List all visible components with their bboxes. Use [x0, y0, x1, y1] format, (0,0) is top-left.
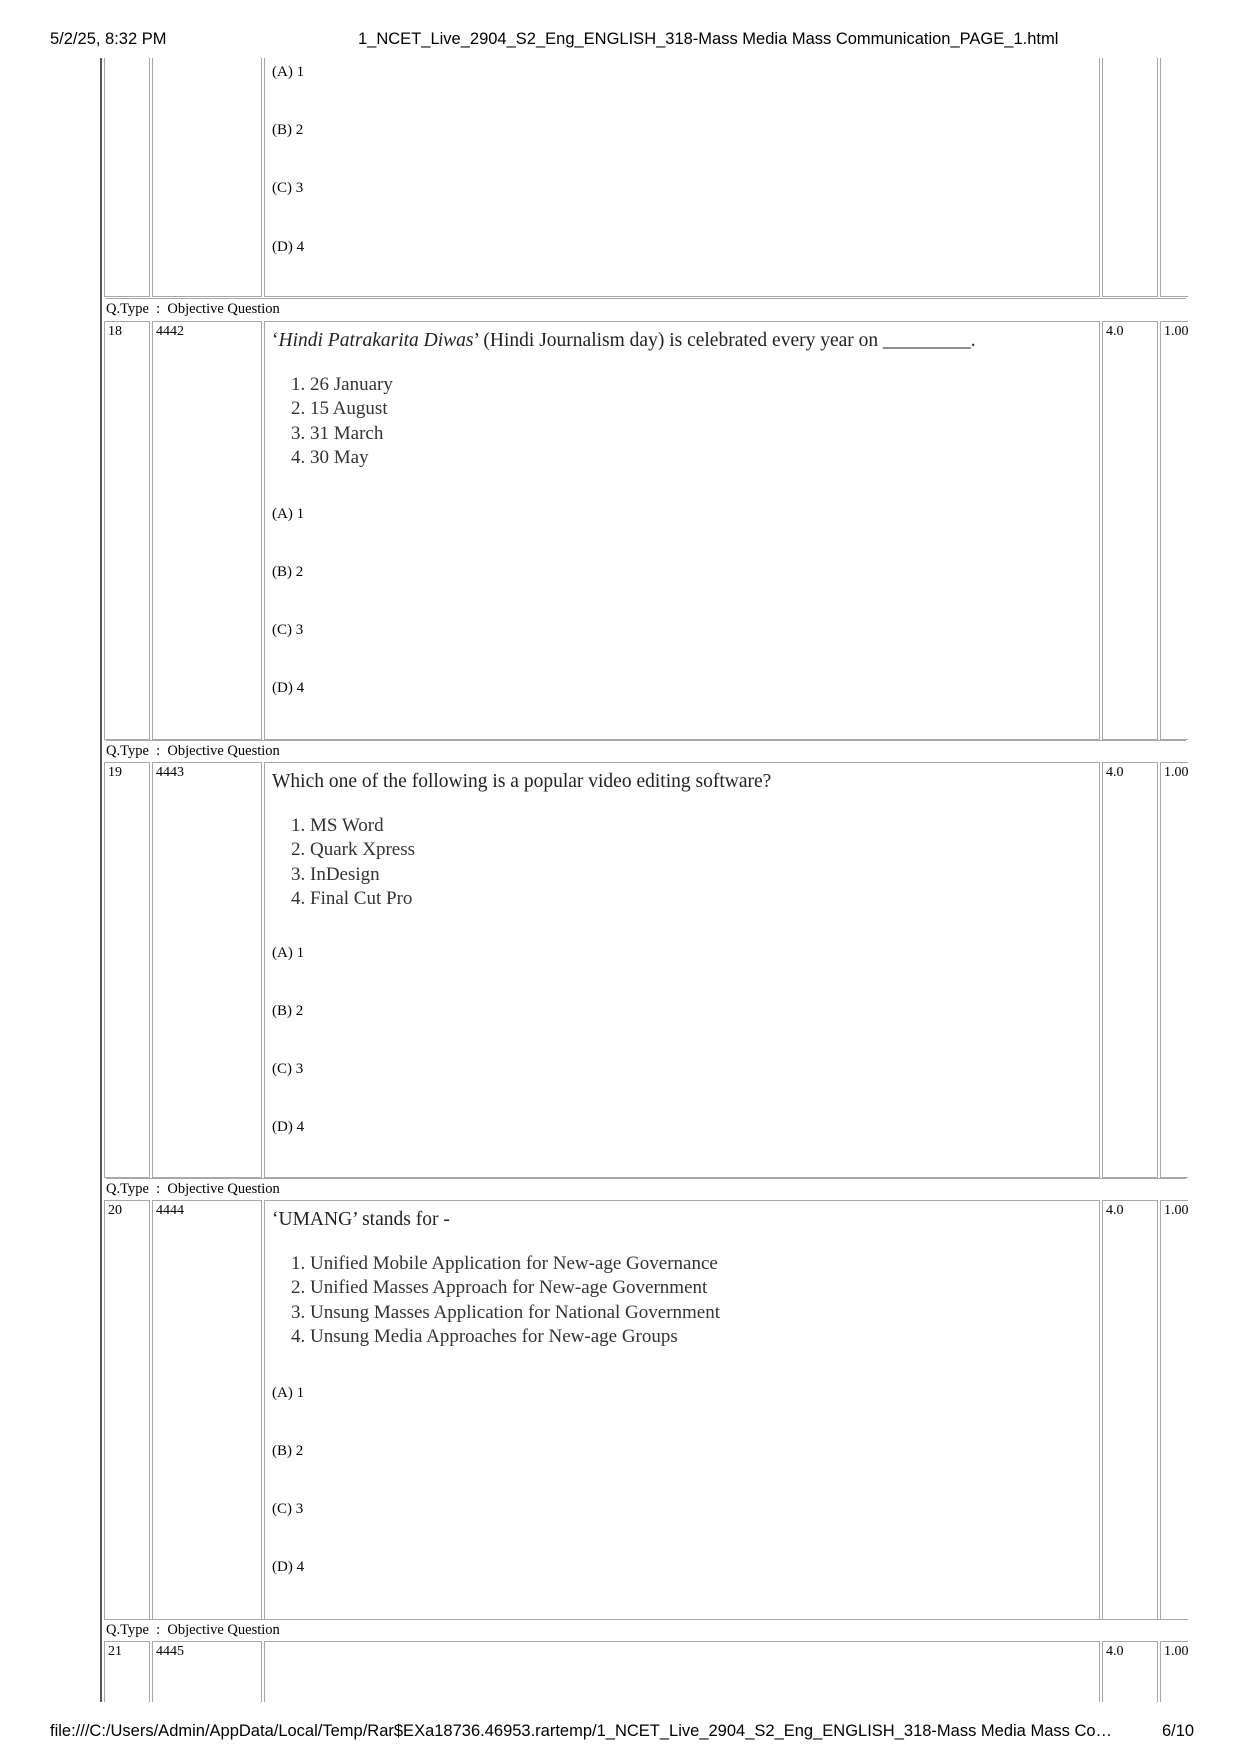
choice-d: (D) 4: [272, 239, 305, 255]
question-text: Which one of the following is a popular video editing software?: [272, 771, 772, 792]
qtype-value: Objective Question: [167, 1622, 280, 1638]
print-file-path: file:///C:/Users/Admin/AppData/Local/Temp/Rar$EXa18736.46953.rartemp/1_NCET_Live_2904_S2_Eng_ENGLISH_318-Mass Media Mass Co…: [50, 1722, 1113, 1740]
print-datetime: 5/2/25, 8:32 PM: [50, 30, 167, 48]
option-item: 4. Final Cut Pro: [291, 887, 413, 909]
choice-d: (D) 4: [272, 1559, 305, 1575]
qid-cell: 4445: [152, 1641, 262, 1702]
choice-a: (A) 1: [272, 1385, 305, 1401]
marks-cell: 4.0: [1102, 1200, 1158, 1620]
qid-cell: 4443: [152, 762, 262, 1178]
option-item: 3. InDesign: [291, 863, 380, 885]
negative-marks-cell: 1.00: [1160, 1200, 1188, 1620]
choice-d: (D) 4: [272, 1119, 305, 1135]
choice-b: (B) 2: [272, 122, 304, 138]
question-type-row: [106, 740, 1186, 762]
choice-c: (C) 3: [272, 622, 304, 638]
options-list: [291, 1252, 720, 1349]
marks-cell: 4.0: [1102, 762, 1158, 1178]
options-list: [291, 814, 415, 911]
choice-b: (B) 2: [272, 564, 304, 580]
qtype-value: Objective Question: [167, 743, 280, 759]
print-title: 1_NCET_Live_2904_S2_Eng_ENGLISH_318-Mass Media Mass Communication_PAGE_1.html: [358, 30, 1059, 48]
question-cell: [264, 1641, 1100, 1702]
marks-cell: 4.0: [1102, 321, 1158, 740]
qtype-separator: :: [156, 1181, 161, 1197]
question-type-row: [106, 298, 1186, 320]
option-item: 2. Unified Masses Approach for New-age Government: [291, 1277, 708, 1299]
negative-marks-cell: 1.00: [1160, 1641, 1188, 1702]
choice-c: (C) 3: [272, 180, 304, 196]
negative-marks-cell: 1.00: [1160, 321, 1188, 740]
question-type-row: [106, 1178, 1186, 1200]
qtype-value: Objective Question: [167, 301, 280, 317]
qtype-separator: :: [156, 743, 161, 759]
qtype-label: Q.Type: [106, 1622, 149, 1638]
question-text-italic: Hindi Patrakarita Diwas: [278, 330, 474, 351]
negative-marks-cell: [1160, 58, 1188, 297]
choice-a: (A) 1: [272, 506, 305, 522]
marks-cell: [1102, 58, 1158, 297]
qid-cell: 4444: [152, 1200, 262, 1620]
question-text-rest: ’ (Hindi Journalism day) is celebrated every year on _________.: [473, 330, 976, 351]
marks-cell: 4.0: [1102, 1641, 1158, 1702]
option-item: 1. Unified Mobile Application for New-age Governance: [291, 1253, 718, 1274]
question-text: ‘UMANG’ stands for -: [272, 1209, 450, 1230]
question-cell: [264, 58, 1100, 297]
choice-c: (C) 3: [272, 1501, 304, 1517]
choice-a: (A) 1: [272, 64, 305, 80]
qtype-label: Q.Type: [106, 743, 149, 759]
question-type-row: [106, 1619, 1186, 1641]
table-left-border: [100, 58, 102, 1702]
choice-b: (B) 2: [272, 1443, 304, 1459]
question-text: [272, 330, 976, 352]
choice-b: (B) 2: [272, 1003, 304, 1019]
sno-cell: 19: [104, 762, 150, 1178]
qtype-separator: :: [156, 301, 161, 317]
option-item: 4. 30 May: [291, 446, 369, 468]
options-list: [291, 373, 393, 470]
choice-a: (A) 1: [272, 945, 305, 961]
option-item: 1. 26 January: [291, 374, 393, 395]
print-page-number: 6/10: [1162, 1722, 1195, 1740]
sno-cell: 21: [104, 1641, 150, 1702]
question-text-open-quote: ‘: [272, 330, 279, 351]
sno-cell: 18: [104, 321, 150, 740]
negative-marks-cell: 1.00: [1160, 762, 1188, 1178]
qid-cell: [152, 58, 262, 297]
option-item: 4. Unsung Media Approaches for New-age Groups: [291, 1325, 678, 1347]
option-item: 2. Quark Xpress: [291, 839, 416, 861]
choice-d: (D) 4: [272, 680, 305, 696]
qid-cell: 4442: [152, 321, 262, 740]
option-item: 1. MS Word: [291, 815, 384, 836]
option-item: 3. 31 March: [291, 422, 384, 444]
qtype-separator: :: [156, 1622, 161, 1638]
qtype-label: Q.Type: [106, 301, 149, 317]
choice-c: (C) 3: [272, 1061, 304, 1077]
option-item: 2. 15 August: [291, 398, 388, 420]
sno-cell: [104, 58, 150, 297]
option-item: 3. Unsung Masses Application for National Government: [291, 1301, 721, 1323]
qtype-value: Objective Question: [167, 1181, 280, 1197]
qtype-label: Q.Type: [106, 1181, 149, 1197]
sno-cell: 20: [104, 1200, 150, 1620]
